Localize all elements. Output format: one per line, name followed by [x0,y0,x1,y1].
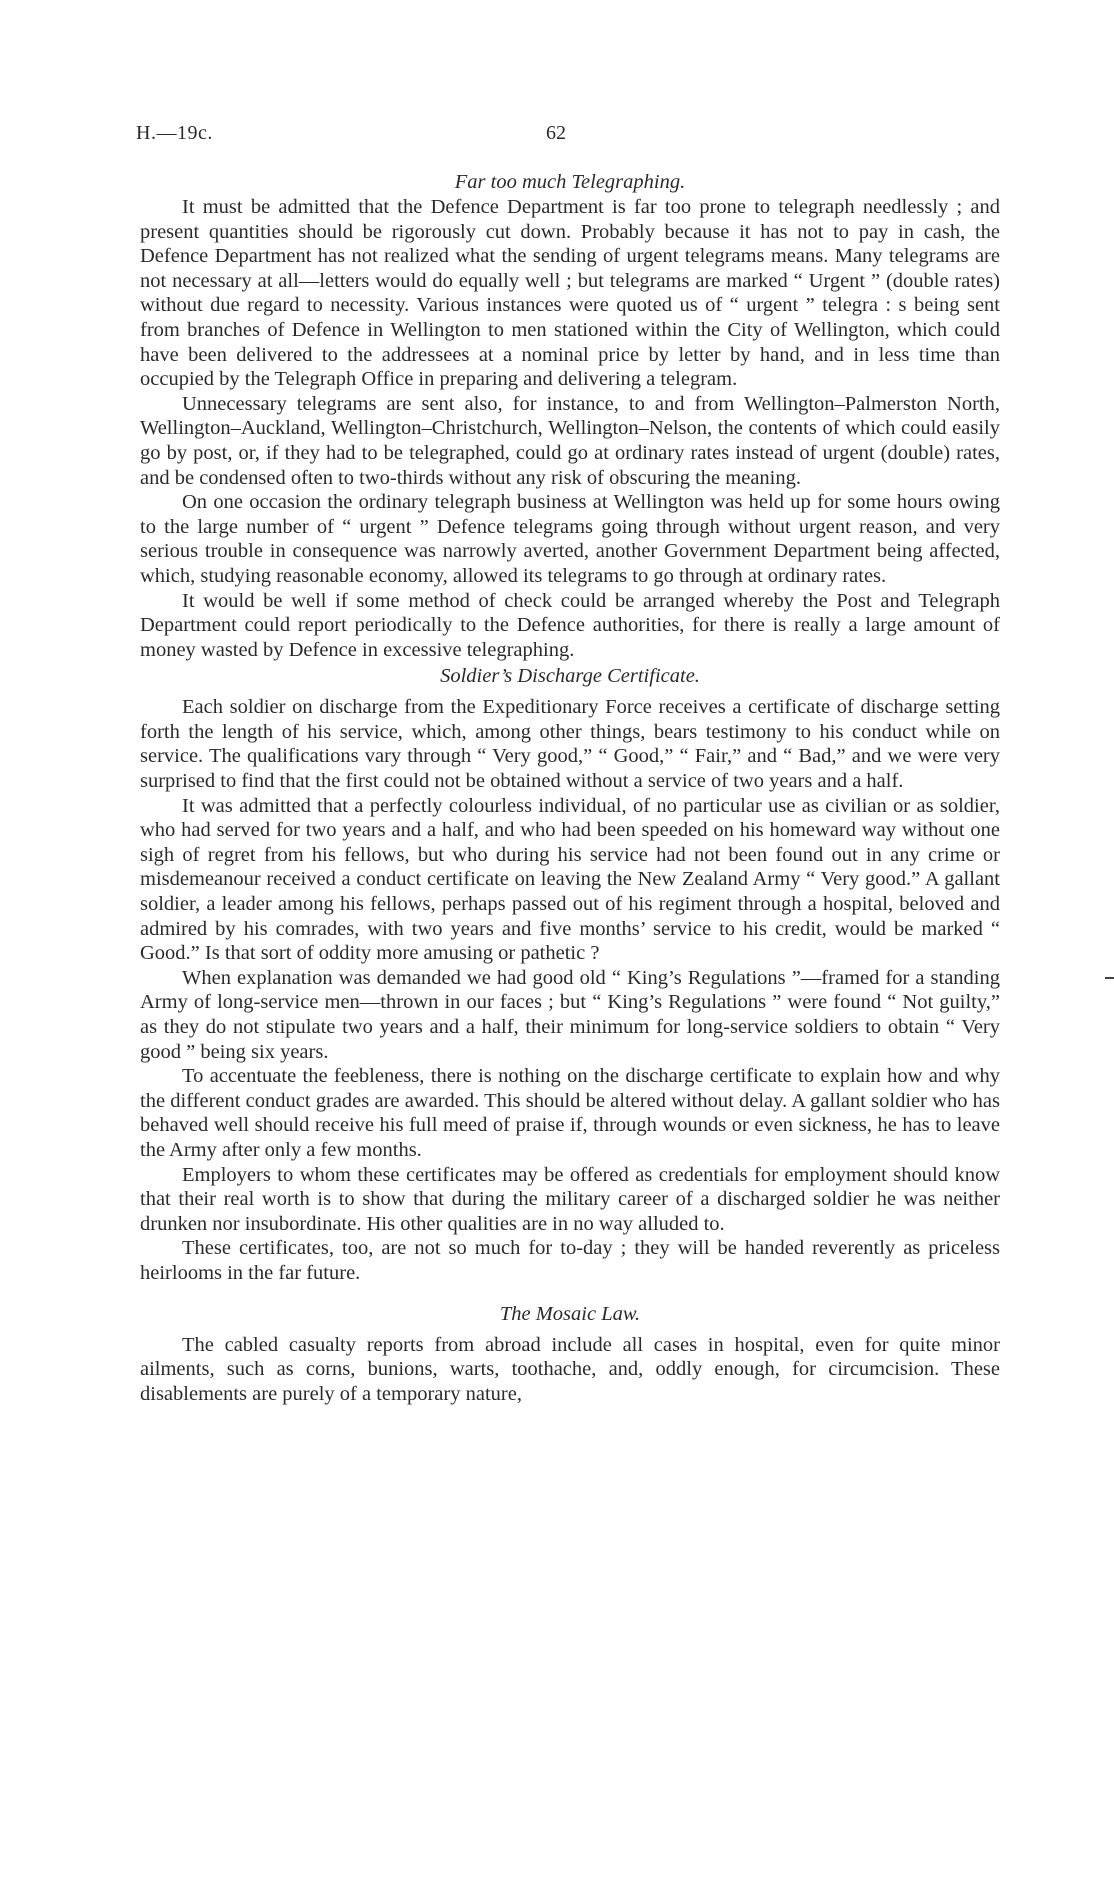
paragraph: It would be well if some method of check could be arranged whereby the Post and Telegraph Department could report periodically to the Defence authorities, for there is really a large amount of money wasted by Defence in excessive telegraphing. [140,589,1000,661]
page-number: 62 [546,122,566,144]
paragraph: To accentuate the feebleness, there is nothing on the discharge certificate to explain how and why the different conduct grades are awarded. This should be altered without delay. A gallant soldier who has behaved well should receive his full meed of praise if, through wounds or even sickness, he has to leave the Army after only a few months. [140,1065,1000,1161]
paragraph: The cabled casualty reports from abroad include all cases in hospital, even for quite minor ailments, such as corns, bunions, warts, toothache, and, oddly enough, for circumcision. These disablements are purely of a temporary nature, [140,1333,1000,1405]
page-body [140,170,1000,1406]
paragraph: It must be admitted that the Defence Department is far too prone to telegraph needlessly ; and present quantities should be rigorously cut down. Probably because it has not to pay in cash, the Defence Department has not realized what the sending of urgent telegrams means. Many telegrams are not necessary at all—letters would do equally well ; but telegrams are marked “ Urgent ” (double rates) without due regard to necessity. Various instances were quoted us of “ urgent ” telegra : s being sent from branches of Defence in Wellington to men stationed within the City of Wellington, which could have been delivered to the addressees at a nominal price by letter by hand, and in less time than occupied by the Telegraph Office in preparing and delivering a telegram. [140,196,1000,391]
section-heading-discharge-certificate: Soldier’s Discharge Certificate. [440,665,700,688]
document-reference: H.—19c. [136,122,213,144]
paragraph: Employers to whom these certificates may be offered as credentials for employment should know that their real worth is to show that during the military career of a discharged soldier he was neither drunken nor insubordinate. His other qualities are in no way alluded to. [140,1163,1000,1235]
section-heading-mosaic-law: The Mosaic Law. [499,1302,641,1325]
paragraph: Each soldier on discharge from the Expeditionary Force receives a certificate of discharge setting forth the length of his service, which, among other things, bears testimony to his conduct while on service. The qualifications vary through “ Very good,” “ Good,” “ Fair,” and “ Bad,” and we were very surprised to find that the first could not be obtained without a service of two years and a half. [140,696,1000,793]
paragraph: When explanation was demanded we had good old “ King’s Regulations ”—framed for a standing Army of long-service men—thrown in our faces ; but “ King’s Regulations ” were found “ Not guilty,” as they do not stipulate two years and a half, their minimum for long-service soldiers to obtain “ Very good ” being six years. [140,966,1000,1063]
margin-mark [1105,977,1114,979]
section-heading-telegraphing: Far too much Telegraphing. [454,171,686,193]
paragraph: It was admitted that a perfectly colourless individual, of no particular use as civilian or as soldier, who had served for two years and a half, and who had been speeded on his homeward way without one sigh of regret from his fellows, but who during his service had not been found out in any crime or misdemeanour received a conduct certificate on leaving the New Zealand Army “ Very good.” A gallant soldier, a leader among his fellows, perhaps passed out of his regiment through a hospital, beloved and admired by his comrades, with two years and five months’ service to his credit, would be marked “ Good.” Is that sort of oddity more amusing or pathetic ? [140,794,1000,965]
paragraph: Unnecessary telegrams are sent also, for instance, to and from Wellington–Palmerston North, Wellington–Auckland, Wellington–Christchurch, Wellington–Nelson, the contents of which could easily go by post, or, if they had to be telegraphed, could go at ordinary rates instead of urgent (double) rates, and be condensed often to two-thirds without any risk of obscuring the meaning. [140,392,1000,489]
paragraph: On one occasion the ordinary telegraph business at Wellington was held up for some hours owing to the large number of “ urgent ” Defence telegrams going through without urgent reason, and very serious trouble in consequence was narrowly averted, another Government Department being affected, which, studying reasonable economy, allowed its telegrams to go through at ordinary rates. [140,491,1000,587]
paragraph: These certificates, too, are not so much for to-day ; they will be handed reverently as priceless heirlooms in the far future. [140,1237,1000,1284]
